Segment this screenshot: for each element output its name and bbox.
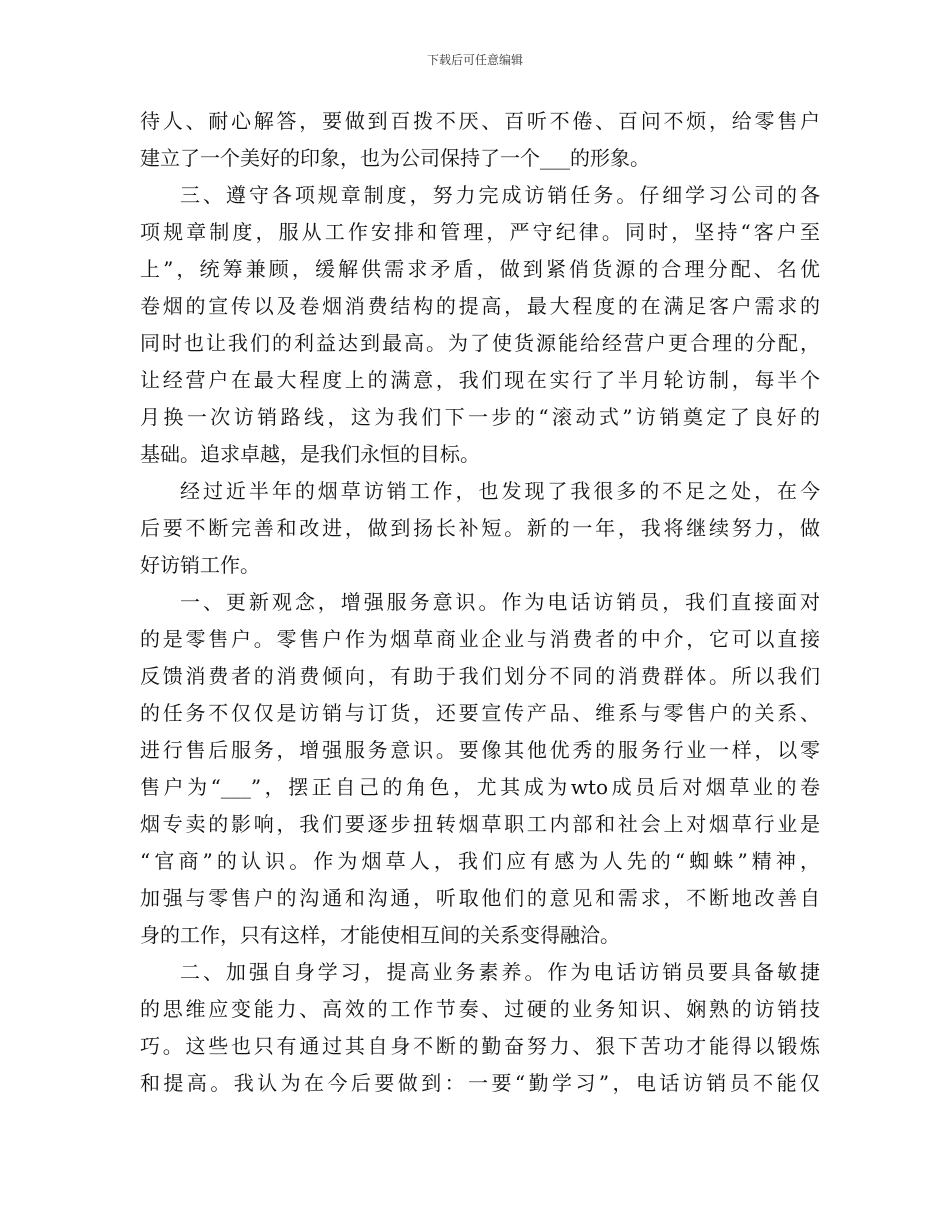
text-line: 让经营户在最大程度上的满意，我们现在实行了半月轮访制，每半个	[140, 368, 820, 392]
text-line: 月换一次访销路线，这为我们下一步的“滚动式”访销奠定了良好的	[140, 405, 820, 429]
text-line: “官商”的认识。作为烟草人，我们应有感为人先的“蜘蛛”精神，	[140, 849, 820, 873]
text-line: 建立了一个美好的印象，也为公司保持了一个___的形象。	[140, 146, 650, 170]
text-line: 二、加强自身学习，提高业务素养。作为电话访销员要具备敏捷	[180, 960, 820, 984]
text-line: 烟专卖的影响，我们要逐步扭转烟草职工内部和社会上对烟草行业是	[140, 812, 820, 836]
text-line: 加强与零售户的沟通和沟通，听取他们的意见和需求，不断地改善自	[140, 886, 820, 910]
text-line: 经过近半年的烟草访销工作，也发现了我很多的不足之处，在今	[180, 479, 820, 503]
text-line: 上”，统筹兼顾，缓解供需求矛盾，做到紧俏货源的合理分配、名优	[140, 257, 820, 281]
text-line: 身的工作，只有这样，才能使相互间的关系变得融洽。	[140, 923, 620, 947]
text-line: 巧。这些也只有通过其自身不断的勤奋努力、狠下苦功才能得以锻炼	[140, 1034, 820, 1058]
page-header: 下载后可任意编辑	[426, 53, 523, 67]
text-line: 后要不断完善和改进，做到扬长补短。新的一年，我将继续努力，做	[140, 516, 820, 540]
document-body	[140, 103, 820, 1102]
text-line: 一、更新观念，增强服务意识。作为电话访销员，我们直接面对	[180, 590, 820, 614]
text-line: 项规章制度，服从工作安排和管理，严守纪律。同时，坚持“客户至	[140, 220, 820, 244]
text-line: 反馈消费者的消费倾向，有助于我们划分不同的消费群体。所以我们	[140, 664, 820, 688]
text-line: 的是零售户。零售户作为烟草商业企业与消费者的中介，它可以直接	[140, 627, 820, 651]
text-line: 和提高。我认为在今后要做到：一要“勤学习”，电话访销员不能仅	[140, 1071, 820, 1095]
text-line: 的任务不仅仅是访销与订货，还要宣传产品、维系与零售户的关系、	[140, 701, 820, 725]
text-line: 的思维应变能力、高效的工作节奏、过硬的业务知识、娴熟的访销技	[140, 997, 820, 1021]
text-line: 同时也让我们的利益达到最高。为了使货源能给经营户更合理的分配，	[140, 331, 820, 355]
text-line: 待人、耐心解答，要做到百拨不厌、百听不倦、百问不烦，给零售户	[140, 109, 820, 133]
text-line: 卷烟的宣传以及卷烟消费结构的提高，最大程度的在满足客户需求的	[140, 294, 820, 318]
text-line: 基础。追求卓越，是我们永恒的目标。	[140, 442, 480, 466]
text-line: 售户为“___”，摆正自己的角色，尤其成为wto成员后对烟草业的卷	[140, 775, 820, 799]
text-line: 三、遵守各项规章制度，努力完成访销任务。仔细学习公司的各	[180, 183, 820, 207]
text-line: 好访销工作。	[140, 553, 260, 577]
text-line: 进行售后服务，增强服务意识。要像其他优秀的服务行业一样，以零	[140, 738, 820, 762]
